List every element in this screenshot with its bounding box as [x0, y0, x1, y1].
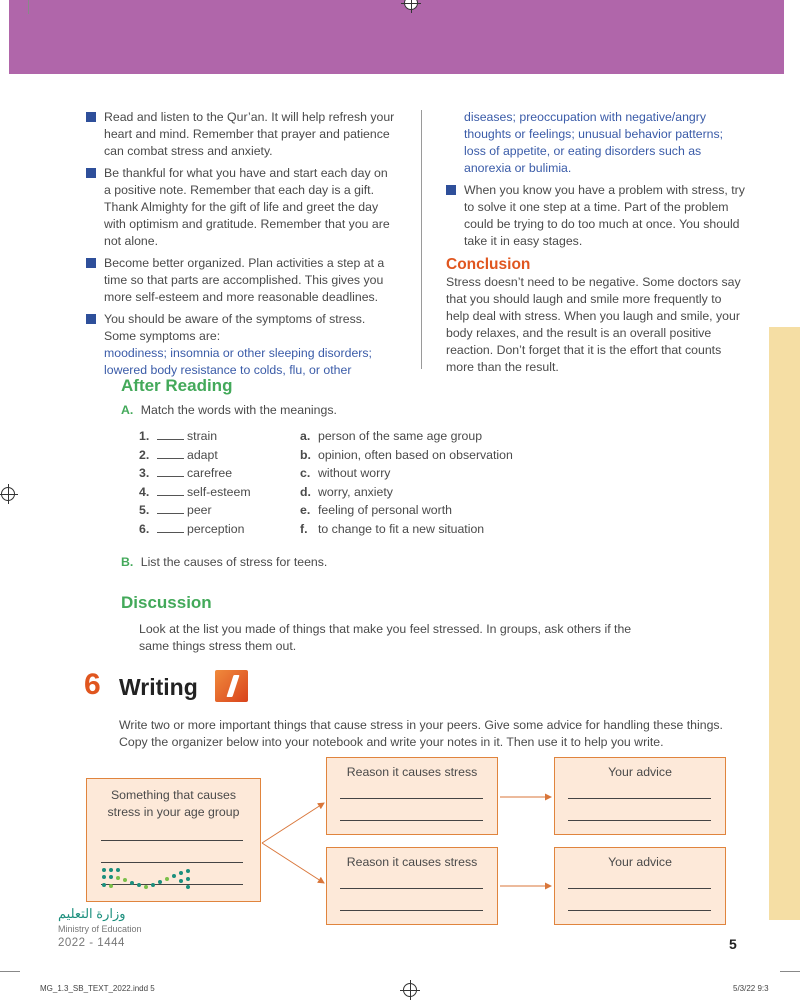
- advice-label: Your advice: [608, 855, 672, 869]
- word: peer: [187, 503, 212, 518]
- section-number: 6: [84, 668, 101, 701]
- writing-line: [101, 862, 243, 863]
- word-number: 1.: [139, 429, 150, 443]
- meaning: opinion, often based on observation: [318, 447, 513, 462]
- question-text: List the causes of stress for teens.: [140, 555, 328, 569]
- advice-box-1: [554, 757, 726, 835]
- word: strain: [187, 429, 218, 443]
- writing-line: [568, 888, 711, 889]
- question-letter: B.: [121, 555, 134, 569]
- writing-line: [340, 820, 483, 821]
- writing-line: [568, 820, 711, 821]
- writing-line: [340, 910, 483, 911]
- ministry-logo-year: 2022 - 1444: [58, 937, 125, 949]
- writing-line: [568, 798, 711, 799]
- meaning-letter: e.: [300, 503, 311, 518]
- ministry-logo-dots: [100, 866, 196, 896]
- writing-instructions: Write two or more important things that cause stress in your peers. Give some advice for handling these things. Copy the organizer below into your notebook and write your notes in it. Then use it to help you write.: [119, 718, 723, 749]
- bullet-text: Be thankful for what you have and start each day on a positive note. Remember that each day is a gift. Thank Almighty for the gift of life and greet the day with optimism and gratitude. Remember that you are not alone.: [104, 166, 390, 248]
- advice-box-2: [554, 847, 726, 925]
- connector-arrow: [262, 803, 324, 843]
- meaning: without worry: [318, 466, 391, 481]
- word-number: 3.: [139, 466, 150, 481]
- question-text: Match the words with the meanings.: [140, 403, 337, 417]
- footer-file-name: MG_1.3_SB_TEXT_2022.indd 5: [40, 984, 155, 993]
- word-number: 4.: [139, 484, 150, 499]
- writing-line: [340, 798, 483, 799]
- ministry-logo-arabic: وزارة التعليم: [58, 906, 126, 921]
- page-number: 5: [729, 936, 737, 952]
- writing-heading: Writing: [119, 674, 198, 700]
- conclusion-text: Stress doesn’t need to be negative. Some doctors say that you should laugh and smile more frequently to help deal with stress. When you laugh and smile, your body relaxes, and the result is an overall positive reaction. Don’t forget that it is the effort that counts more than the result.: [446, 275, 741, 374]
- reason-box-2: [326, 847, 498, 925]
- advice-label: Your advice: [608, 765, 672, 779]
- symptoms-list-continued: diseases; preoccupation with negative/angry thoughts or feelings; unusual behavior patterns; loss of appetite, or eating disorders such as anorexia or bulimia.: [464, 110, 724, 175]
- reason-label: Reason it causes stress: [346, 765, 478, 779]
- question-letter: A.: [121, 403, 134, 417]
- word: adapt: [187, 447, 218, 462]
- word-number: 6.: [139, 521, 150, 536]
- conclusion-heading: Conclusion: [446, 256, 531, 273]
- writing-line: [340, 888, 483, 889]
- word-number: 5.: [139, 503, 150, 518]
- reason-box-1: [326, 757, 498, 835]
- ministry-logo-english: Ministry of Education: [58, 924, 142, 934]
- word: carefree: [187, 466, 233, 481]
- bullet-text: When you know you have a problem with stress, try to solve it one step at a time. Part of the problem could be trying to do too much at once. You should take it in easy stages.: [464, 183, 745, 248]
- bullet-text: Become better organized. Plan activities a step at a time so that parts are accomplished. This gives you more self-esteem and more reasonable deadlines.: [104, 256, 385, 304]
- writing-line: [101, 840, 243, 841]
- meaning: to change to fit a new situation: [318, 521, 485, 536]
- after-reading-heading: After Reading: [121, 376, 233, 395]
- meaning-letter: c.: [300, 466, 311, 481]
- writing-line: [568, 910, 711, 911]
- bullet-text: Read and listen to the Qur’an. It will help refresh your heart and mind. Remember that prayer and patience can combat stress and anxiety.: [104, 110, 395, 158]
- word-number: 2.: [139, 447, 150, 462]
- word: self-esteem: [187, 484, 251, 499]
- discussion-heading: Discussion: [121, 593, 212, 612]
- discussion-text: Look at the list you made of things that make you feel stressed. In groups, ask others if the same things stress them out.: [139, 622, 632, 653]
- meaning: worry, anxiety: [318, 484, 393, 499]
- bullet-text: You should be aware of the symptoms of stress. Some symptoms are:: [104, 312, 366, 343]
- connector-arrow: [262, 843, 324, 883]
- meaning-letter: d.: [300, 484, 311, 499]
- meaning: feeling of personal worth: [318, 503, 452, 518]
- cause-label: Something that causes stress in your age group: [107, 788, 240, 819]
- footer-date: 5/3/22 9:3: [733, 984, 769, 993]
- meaning-letter: f.: [300, 521, 308, 536]
- symptoms-list: moodiness; insomnia or other sleeping disorders; lowered body resistance to colds, flu, or other: [104, 346, 372, 377]
- reason-label: Reason it causes stress: [346, 855, 478, 869]
- meaning-letter: a.: [300, 429, 311, 443]
- meaning: person of the same age group: [318, 429, 483, 443]
- meaning-letter: b.: [300, 447, 311, 462]
- word: perception: [187, 521, 245, 536]
